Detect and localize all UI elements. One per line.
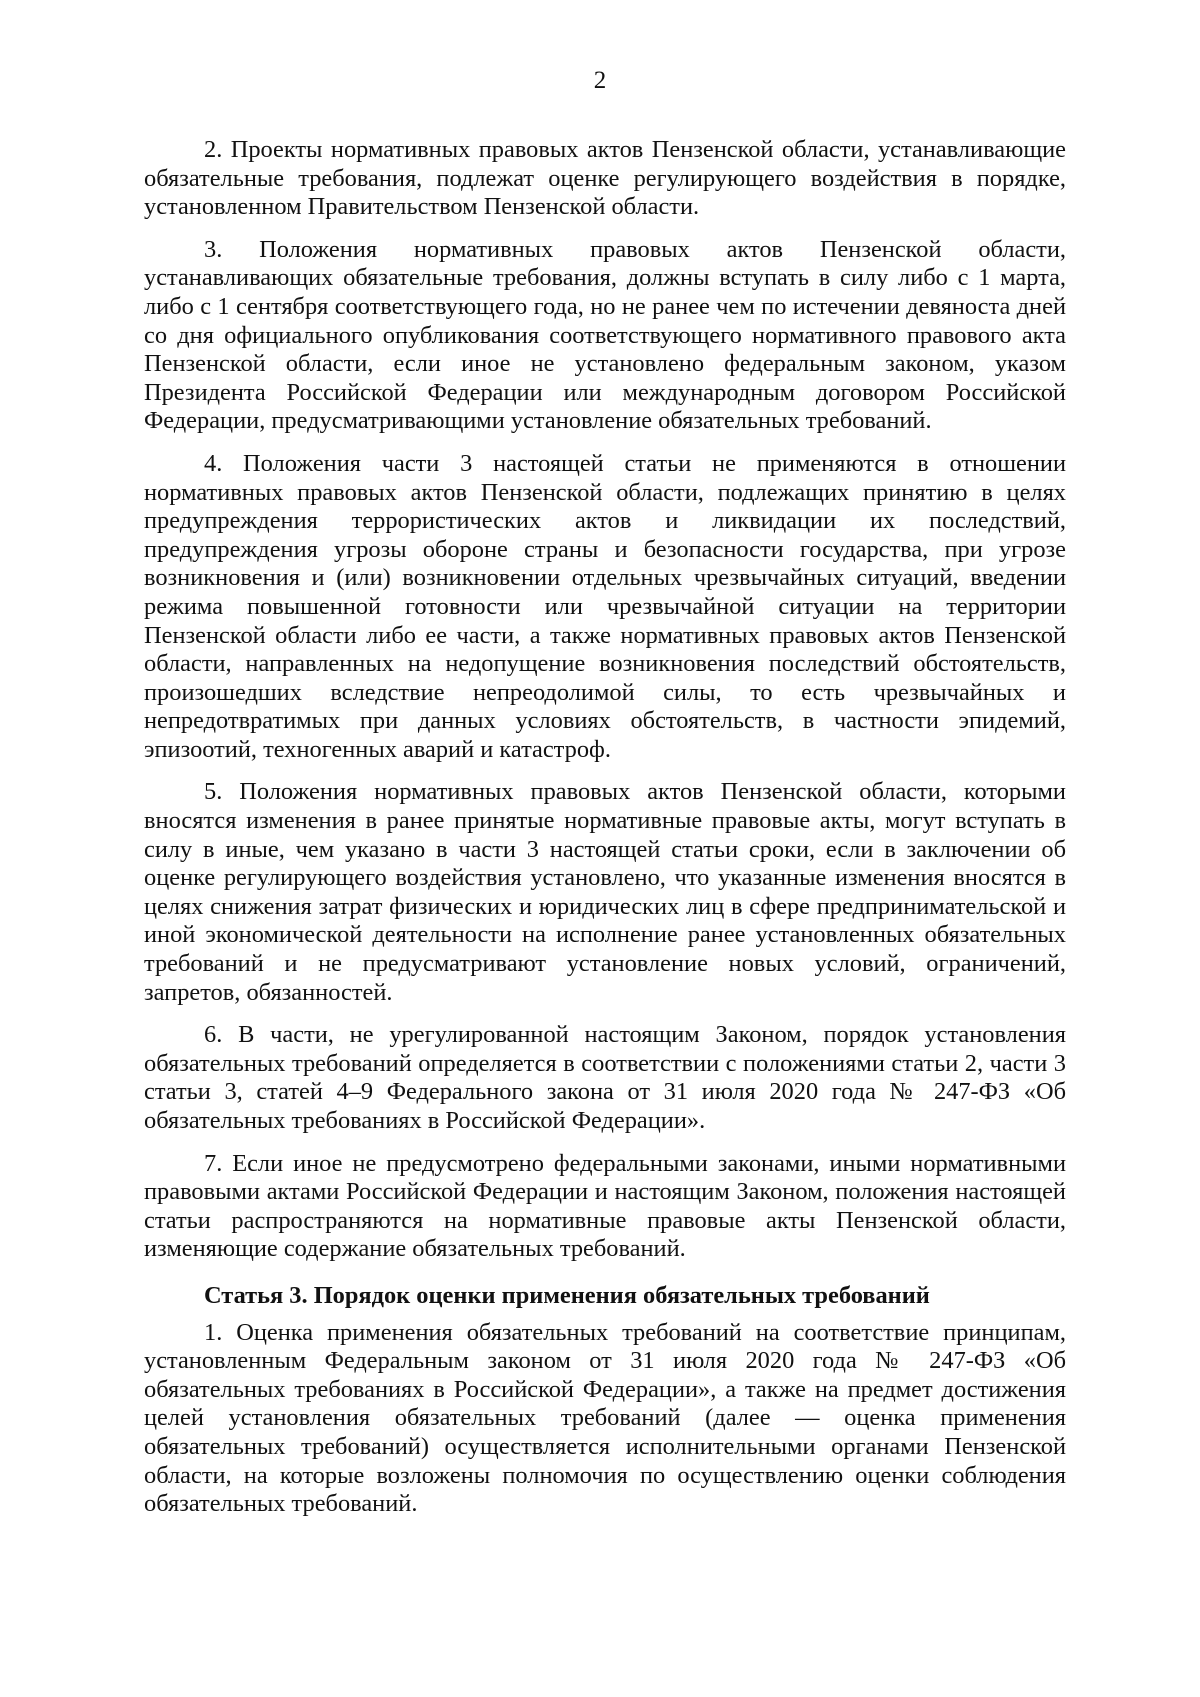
paragraph-6: 6. В части, не урегулированной настоящим Законом, порядок установления обязательных требований определяется в соответствии с положениями статьи 2, части 3 статьи 3, статей 4–9 Федерального закона от 31 июля 2020 года № 247-ФЗ «Об обязательных требованиях в Российской Федерации». (144, 1021, 1066, 1134)
article-3-heading: Статья 3. Порядок оценки применения обязательных требований (204, 1281, 930, 1309)
paragraph-3: 3. Положения нормативных правовых актов Пензенской области, устанавливающих обязательные требования, должны вступать в силу либо с 1 марта, либо с 1 сентября соответствующего года, но не ранее чем по истечении девяноста дней со дня официального опубликования соответствующего нормативного правового акта Пензенской области, если иное не установлено федеральным законом, указом Президента Российской Федерации или международным договором Российской Федерации, предусматривающими установление обязательных требований. (144, 235, 1066, 435)
paragraph-7: 7. Если иное не предусмотрено федеральными законами, иными нормативными правовыми актами Российской Федерации и настоящим Законом, положения настоящей статьи распространяются на нормативные правовые акты Пензенской области, изменяющие содержание обязательных требований. (144, 1149, 1066, 1263)
paragraph-4: 4. Положения части 3 настоящей статьи не применяются в отношении нормативных правовых актов Пензенской области, подлежащих принятию в целях предупреждения террористических актов и ликвидации их последствий, предупреждения угрозы обороне страны и безопасности государства, при угрозе возникновения и (или) возникновении отдельных чрезвычайных ситуаций, введении режима повышенной готовности или чрезвычайной ситуации на территории Пензенской области либо ее части, а также нормативных правовых актов Пензенской области, направленных на недопущение возникновения последствий обстоятельств, произошедших вследствие непреодолимой силы, то есть чрезвычайных и непредотвратимых при данных условиях обстоятельств, в частности эпидемий, эпизоотий, техногенных аварий и катастроф. (144, 449, 1066, 763)
document-body (144, 136, 1066, 1533)
article-3-paragraph-1: 1. Оценка применения обязательных требований на соответствие принципам, установленным Федеральным законом от 31 июля 2020 года № 247-ФЗ «Об обязательных требованиях в Российской Федерации», а также на предмет достижения целей установления обязательных требований (далее — оценка применения обязательных требований) осуществляется исполнительными органами Пензенской области, на которые возложены полномочия по осуществлению оценки соблюдения обязательных требований. (144, 1318, 1066, 1518)
paragraph-2: 2. Проекты нормативных правовых актов Пензенской области, устанавливающие обязательные требования, подлежат оценке регулирующего воздействия в порядке, установленном Правительством Пензенской области. (144, 136, 1066, 221)
paragraph-5: 5. Положения нормативных правовых актов Пензенской области, которыми вносятся изменения в ранее принятые нормативные правовые акты, могут вступать в силу в иные, чем указано в части 3 настоящей статьи сроки, если в заключении об оценке регулирующего воздействия установлено, что указанные изменения вносятся в целях снижения затрат физических и юридических лиц в сфере предпринимательской и иной экономической деятельности на исполнение ранее установленных обязательных требований и не предусматривают установление новых условий, ограничений, запретов, обязанностей. (144, 778, 1066, 1006)
page-number: 2 (593, 67, 607, 94)
